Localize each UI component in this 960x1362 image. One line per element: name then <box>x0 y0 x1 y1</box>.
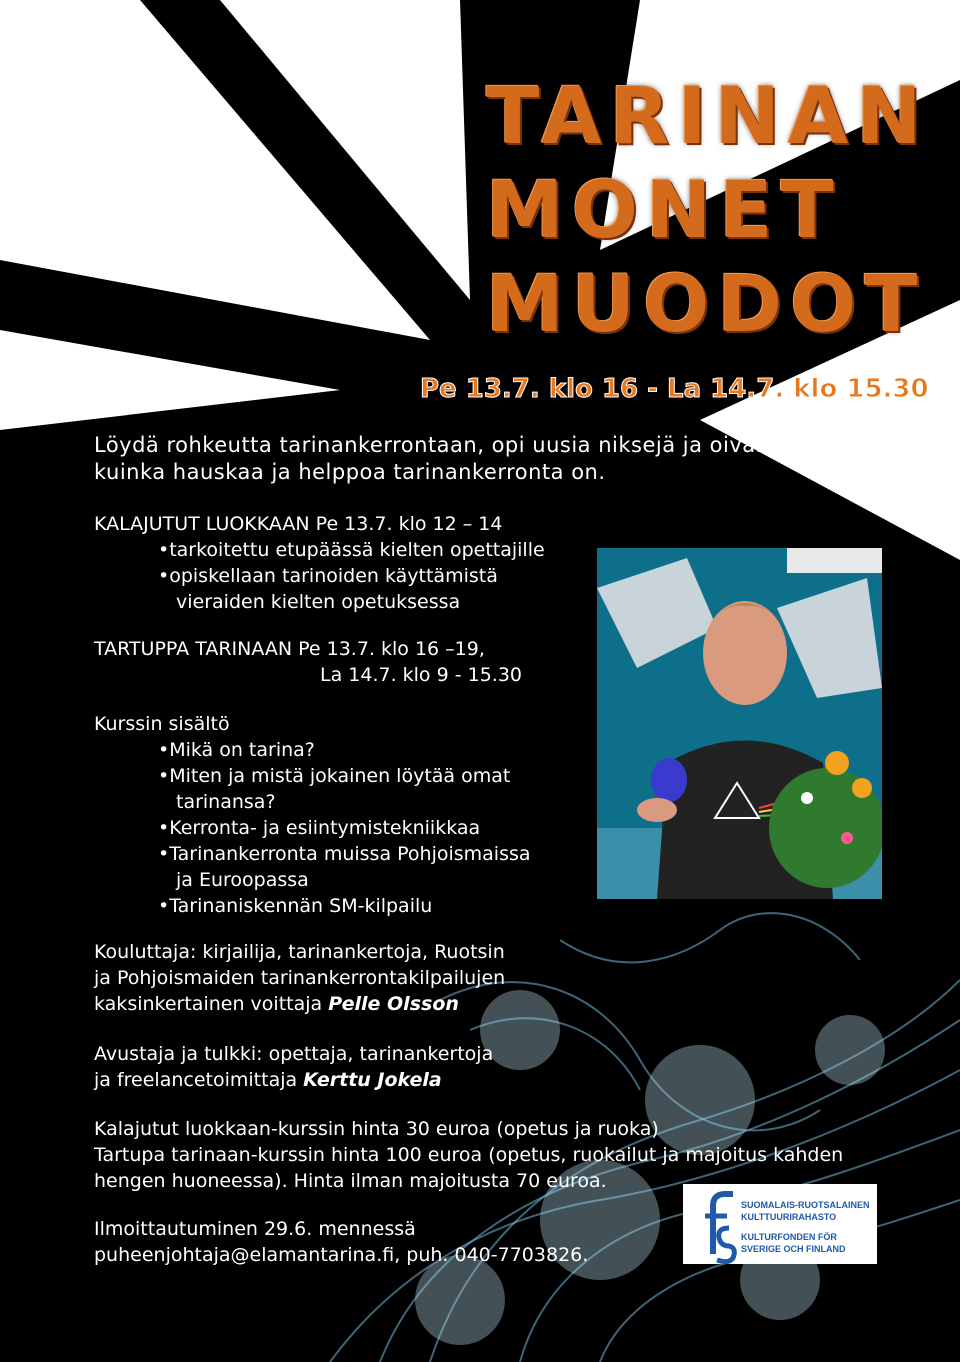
price-line-2: Tartupa tarinaan-kurssin hinta 100 euroa (opetus, ruokailut ja majoitus kahden <box>94 1144 844 1166</box>
trainer-name: Pelle Olsson <box>328 993 459 1015</box>
course1-bullet-1: •tarkoitettu etupäässä kielten opettajille <box>158 539 545 561</box>
logo-line-3: KULTURFONDEN FÖR <box>741 1232 837 1242</box>
content-title: Kurssin sisältö <box>94 713 230 735</box>
assistant-line-2-prefix: ja freelancetoimittaja <box>94 1069 304 1091</box>
course1-header: KALAJUTUT LUOKKAAN Pe 13.7. klo 12 – 14 <box>94 513 503 535</box>
content-bullet-3: •Kerronta- ja esiintymistekniikkaa <box>158 817 481 839</box>
title-line-2: MONET <box>486 166 842 256</box>
course1-bullet-2-cont: vieraiden kielten opetuksessa <box>176 591 461 613</box>
assistant-name: Kerttu Jokela <box>303 1069 442 1091</box>
trainer-line-3 <box>94 991 459 1017</box>
assistant-line-2 <box>94 1067 442 1093</box>
assistant-line-1: Avustaja ja tulkki: opettaja, tarinankertoja <box>94 1043 494 1065</box>
registration-contact[interactable]: puheenjohtaja@elamantarina.fi, puh. 040-7703826. <box>94 1244 589 1266</box>
registration-line-1: Ilmoittautuminen 29.6. mennessä <box>94 1218 416 1240</box>
intro-line-1: Löydä rohkeutta tarinankerrontaan, opi uusia niksejä ja oivalla, <box>94 433 789 457</box>
logo-line-1: SUOMALAIS-RUOTSALAINEN <box>741 1200 870 1210</box>
logo-line-2: KULTTUURIRAHASTO <box>741 1212 837 1222</box>
trainer-line-3-prefix: kaksinkertainen voittaja <box>94 993 329 1015</box>
logo-line-4: SVERIGE OCH FINLAND <box>741 1244 846 1254</box>
content-bullet-1: •Mikä on tarina? <box>158 739 315 761</box>
title-line-1: TARINAN <box>486 72 930 162</box>
content-bullet-4: •Tarinankerronta muissa Pohjoismaissa <box>158 843 531 865</box>
price-line-1: Kalajutut luokkaan-kurssin hinta 30 euroa (opetus ja ruoka) <box>94 1118 659 1140</box>
event-dates: Pe 13.7. klo 16 - La 14.7. klo 15.30 <box>420 374 929 404</box>
trainer-line-1: Kouluttaja: kirjailija, tarinankertoja, Ruotsin <box>94 941 505 963</box>
course2-header: TARTUPPA TARINAAN Pe 13.7. klo 16 –19, <box>94 638 485 660</box>
intro-line-2: kuinka hauskaa ja helppoa tarinankerronta on. <box>94 460 606 484</box>
course2-header-cont: La 14.7. klo 9 - 15.30 <box>320 664 523 686</box>
course1-bullet-2: •opiskellaan tarinoiden käyttämistä <box>158 565 498 587</box>
content-bullet-2: •Miten ja mistä jokainen löytää omat <box>158 765 511 787</box>
trainer-line-2: ja Pohjoismaiden tarinankerrontakilpailujen <box>94 967 506 989</box>
price-line-3: hengen huoneessa). Hinta ilman majoitusta 70 euroa. <box>94 1170 607 1192</box>
content-bullet-2-cont: tarinansa? <box>176 791 276 813</box>
content-bullet-4-cont: ja Euroopassa <box>176 869 309 891</box>
title-line-3: MUODOT <box>486 260 926 350</box>
trainer-photo <box>597 548 882 899</box>
content-bullet-5: •Tarinaniskennän SM-kilpailu <box>158 895 433 917</box>
fs-logo-icon <box>683 1184 877 1264</box>
kulttuurirahasto-logo <box>683 1184 877 1264</box>
